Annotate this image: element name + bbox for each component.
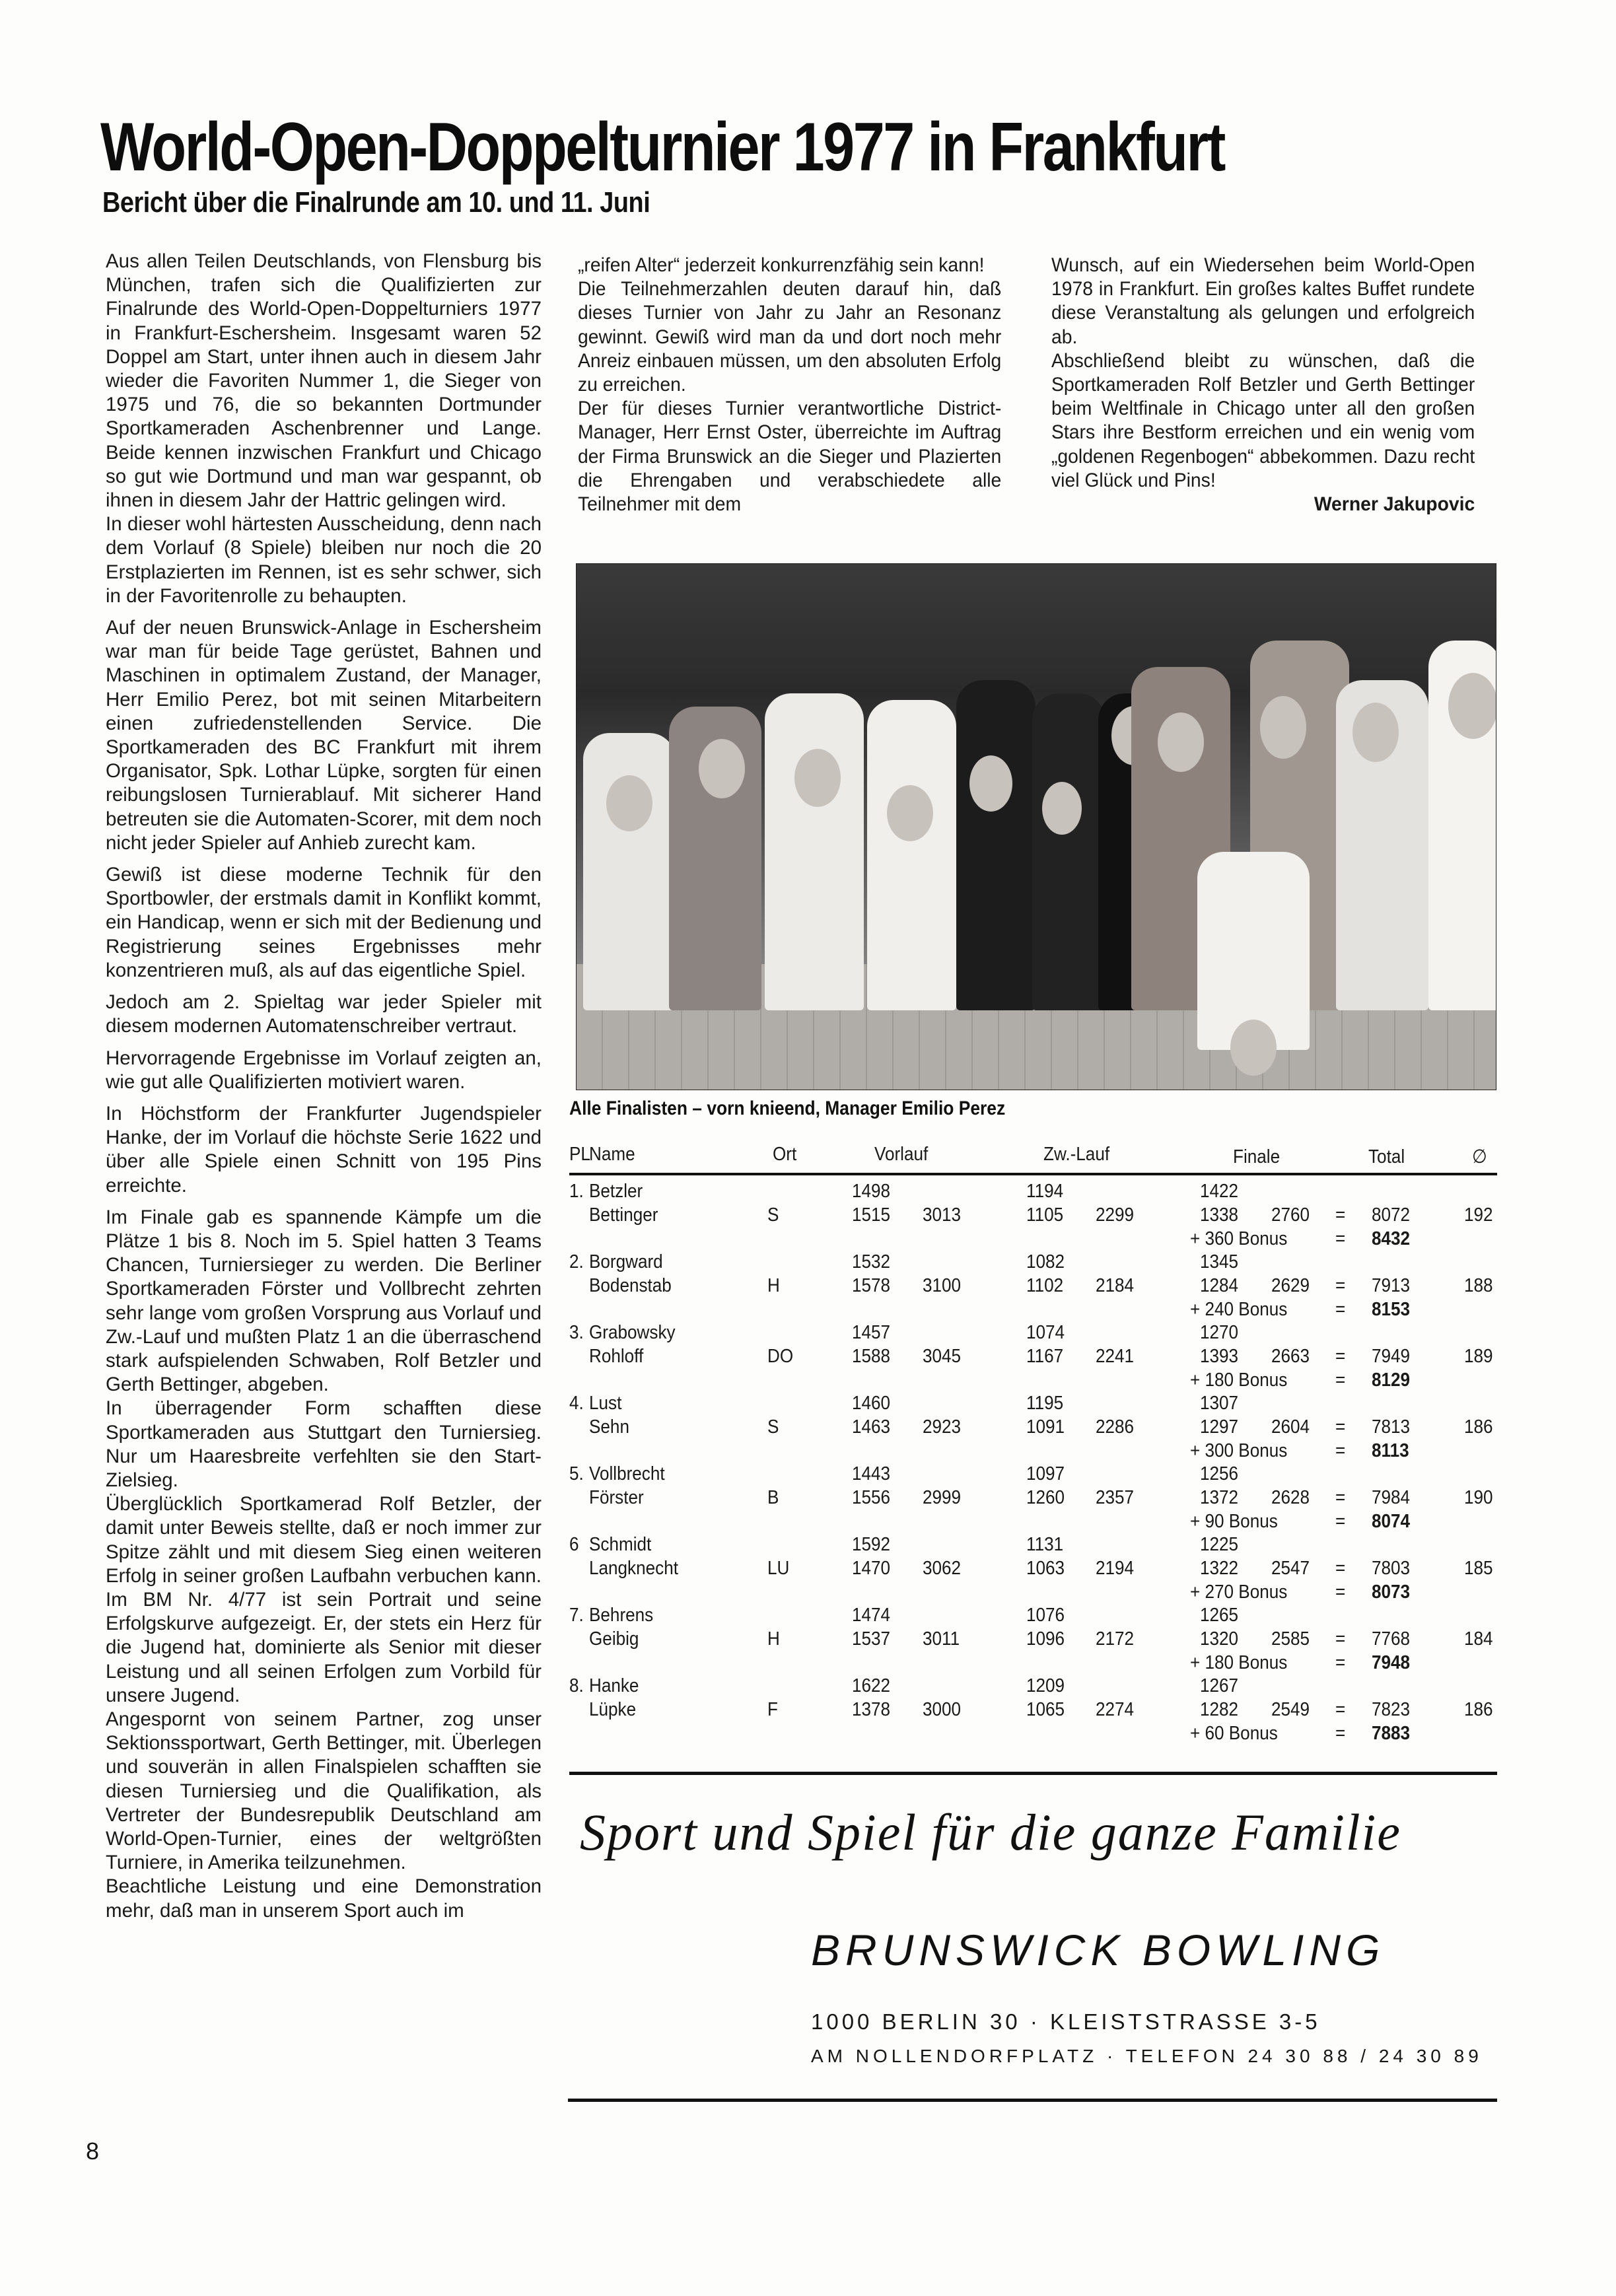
cell-total: 7984 — [1372, 1487, 1411, 1508]
cell-total: 7823 — [1372, 1699, 1411, 1720]
cell-vorlauf2: 1588 — [852, 1346, 891, 1367]
cell-bonus: + 180 Bonus — [1190, 1370, 1288, 1391]
cell-avg: 189 — [1464, 1346, 1493, 1367]
person-figure — [765, 693, 864, 1010]
cell-fin-sum: 2604 — [1271, 1416, 1310, 1438]
ad-slogan: Sport und Spiel für die ganze Familie — [580, 1803, 1401, 1861]
cell-zw-sum: 2286 — [1096, 1416, 1135, 1438]
cell-pl: 5. — [569, 1463, 584, 1484]
cell-pl: 7. — [569, 1605, 584, 1626]
cell-eq: = — [1335, 1275, 1346, 1296]
cell-zw-sum: 2184 — [1096, 1275, 1135, 1296]
table-row — [569, 1531, 1497, 1602]
cell-fin-sum: 2628 — [1271, 1487, 1310, 1508]
paragraph: Wunsch, auf ein Wiedersehen beim World-Open 1978 in Frankfurt. Ein großes kaltes Buffet rundete diese Veranstaltung als gelungen und erfolgreich ab. — [1051, 254, 1475, 348]
cell-pl: 4. — [569, 1393, 584, 1414]
cell-avg: 184 — [1464, 1628, 1493, 1650]
cell-total: 7803 — [1372, 1558, 1411, 1579]
cell-vorlauf-sum: 2923 — [923, 1416, 962, 1438]
cell-name2: Förster — [589, 1487, 644, 1508]
cell-fin-sum: 2547 — [1271, 1558, 1310, 1579]
table-body — [569, 1175, 1497, 1743]
cell-zw1: 1194 — [1026, 1181, 1064, 1202]
cell-zw-sum: 2299 — [1096, 1204, 1135, 1226]
table-row — [569, 1461, 1497, 1531]
person-figure — [867, 700, 956, 1010]
cell-vorlauf2: 1470 — [852, 1558, 891, 1579]
cell-fin1: 1270 — [1200, 1322, 1239, 1343]
ad-bottom-rule — [568, 2099, 1497, 2102]
cell-eq: = — [1335, 1370, 1346, 1391]
cell-grand-total: 8129 — [1372, 1370, 1411, 1391]
header-finale: Finale — [1233, 1146, 1281, 1167]
cell-zw2: 1091 — [1026, 1416, 1065, 1438]
cell-name1: Behrens — [589, 1605, 654, 1626]
person-head — [606, 775, 652, 831]
cell-vorlauf1: 1460 — [852, 1393, 891, 1414]
cell-bonus: + 300 Bonus — [1190, 1440, 1288, 1461]
person-head — [1353, 703, 1399, 762]
cell-fin1: 1256 — [1200, 1463, 1239, 1484]
cell-ort: B — [767, 1487, 779, 1508]
table-row — [569, 1602, 1497, 1673]
paragraph: Im Finale gab es spannende Kämpfe um die Plätze 1 bis 8. Noch im 5. Spiel hatten 3 Teams Chancen, Turniersieger zu werden. Die Berliner Sportkameraden Förster und Vollbrecht zehrten sehr lange vom großen Vorsprung aus Vorlauf und Zw.-Lauf und mußten Platz 1 an die überraschend stark aufspielenden Schwaben, Rolf Betzler und Gerth Bettinger, abgeben. — [106, 1206, 542, 1396]
cell-avg: 190 — [1464, 1487, 1493, 1508]
cell-zw-sum: 2172 — [1096, 1628, 1135, 1650]
header-name: Name — [589, 1144, 635, 1165]
header-average: ∅ — [1472, 1146, 1487, 1167]
paragraph: Auf der neuen Brunswick-Anlage in Eschersheim war man für beide Tage gerüstet, Bahnen und Maschinen in optimalem Zustand, der Manager, Herr Emilio Perez, bot mit seinen Mitarbeitern einen zufriedenstellenden Service. Die Sportkameraden des BC Frankfurt mit ihrem Organisator, Spk. Lothar Lüpke, sorgten für einen reibungslosen Turnierablauf. Mit sicherer Hand betreuten sie die Automaten-Scorer, mit dem noch nicht jeder Spieler auf Anhieb zurecht kam. — [106, 617, 542, 854]
paragraph: Überglücklich Sportkamerad Rolf Betzler, der damit unter Beweis stellte, daß er noch immer zur Spitze zählt und mit diesem Sieg einen weiteren Erfolg in seiner großen Laufbahn verbuchen kann. Im BM Nr. 4/77 ist sein Portrait und seine Erfolgskurve aufgezeigt. Er, der stets ein Herz für die Jugend hat, dominierte als Senior mit dieser Leistung und all seinen Erfolgen zum Vorbild für unsere Jugend. — [106, 1493, 542, 1706]
cell-ort: S — [767, 1416, 779, 1438]
cell-grand-total: 8113 — [1372, 1440, 1409, 1461]
table-header — [569, 1142, 1497, 1175]
ad-brand: BRUNSWICK BOWLING — [811, 1926, 1386, 1974]
article-column-2 — [578, 254, 1001, 516]
cell-pl: 8. — [569, 1675, 584, 1696]
cell-name1: Borgward — [589, 1251, 663, 1272]
cell-name2: Bodenstab — [589, 1275, 672, 1296]
group-photo — [576, 563, 1496, 1090]
cell-total: 7768 — [1372, 1628, 1411, 1650]
paragraph: Die Teilnehmerzahlen deuten darauf hin, daß dieses Turnier von Jahr zu Jahr an Resonanz gewinnt. Gewiß wird man da und dort noch mehr Anreiz einbauen müssen, um den absoluten Erfolg zu erreichen. — [578, 278, 1002, 396]
cell-ort: DO — [767, 1346, 794, 1367]
cell-eq: = — [1335, 1440, 1346, 1461]
cell-name1: Hanke — [589, 1675, 639, 1696]
cell-vorlauf-sum: 3013 — [923, 1204, 962, 1226]
paragraph: In Höchstform der Frankfurter Jugendspieler Hanke, der im Vorlauf die höchste Serie 1622 und über alle Spiele einen Schnitt von 195 Pins erreichte. — [106, 1102, 542, 1197]
cell-zw1: 1074 — [1026, 1322, 1065, 1343]
article-title: World-Open-Doppelturnier 1977 in Frankfurt — [100, 109, 1224, 186]
article-author: Werner Jakupovic — [1314, 493, 1475, 516]
cell-vorlauf1: 1457 — [852, 1322, 891, 1343]
cell-zw1: 1131 — [1026, 1534, 1064, 1555]
cell-name2: Lüpke — [589, 1699, 637, 1720]
cell-vorlauf1: 1443 — [852, 1463, 891, 1484]
cell-fin1: 1265 — [1200, 1605, 1239, 1626]
cell-zw2: 1063 — [1026, 1558, 1065, 1579]
cell-pl: 1. — [569, 1181, 584, 1202]
cell-bonus: + 60 Bonus — [1190, 1723, 1278, 1744]
cell-name2: Sehn — [589, 1416, 629, 1438]
cell-fin2: 1338 — [1200, 1204, 1239, 1226]
cell-grand-total: 8432 — [1372, 1228, 1411, 1249]
cell-zw-sum: 2274 — [1096, 1699, 1135, 1720]
cell-vorlauf-sum: 3062 — [923, 1558, 962, 1579]
cell-name1: Vollbrecht — [589, 1463, 665, 1484]
header-pl: PL — [569, 1144, 590, 1165]
cell-fin1: 1225 — [1200, 1534, 1239, 1555]
cell-ort: S — [767, 1204, 779, 1226]
cell-vorlauf2: 1463 — [852, 1416, 891, 1438]
cell-vorlauf2: 1556 — [852, 1487, 891, 1508]
cell-vorlauf1: 1532 — [852, 1251, 891, 1272]
cell-vorlauf1: 1474 — [852, 1605, 891, 1626]
cell-fin2: 1297 — [1200, 1416, 1239, 1438]
cell-fin-sum: 2549 — [1271, 1699, 1310, 1720]
paragraph: Der für dieses Turnier verantwortliche District-Manager, Herr Ernst Oster, überreichte im Auftrag der Firma Brunswick an die Sieger und Plazierten die Ehrengaben und verabschiedete alle Teilnehmer mit dem — [578, 398, 1002, 516]
cell-fin2: 1393 — [1200, 1346, 1239, 1367]
cell-avg: 186 — [1464, 1416, 1493, 1438]
cell-zw2: 1167 — [1026, 1346, 1064, 1367]
cell-avg: 185 — [1464, 1558, 1493, 1579]
paragraph: Gewiß ist diese moderne Technik für den Sportbowler, der erstmals damit in Konflikt kommt, ein Handicap, wenn er sich mit der Bedienung und Registrierung seines Ergebnisses mehr konzentrieren muß, als auf das eigentliche Spiel. — [106, 864, 542, 981]
photo-caption: Alle Finalisten – vorn knieend, Manager Emilio Perez — [569, 1097, 1006, 1119]
cell-zw1: 1209 — [1026, 1675, 1065, 1696]
cell-vorlauf2: 1537 — [852, 1628, 891, 1650]
cell-name2: Geibig — [589, 1628, 639, 1650]
cell-eq: = — [1335, 1511, 1346, 1532]
cell-fin2: 1372 — [1200, 1487, 1239, 1508]
cell-vorlauf2: 1515 — [852, 1204, 891, 1226]
cell-eq: = — [1335, 1416, 1346, 1438]
person-head — [1260, 696, 1306, 759]
article-subtitle: Bericht über die Finalrunde am 10. und 11. Juni — [102, 186, 650, 219]
cell-zw2: 1105 — [1026, 1204, 1064, 1226]
cell-vorlauf1: 1592 — [852, 1534, 891, 1555]
cell-zw2: 1096 — [1026, 1628, 1065, 1650]
paragraph: „reifen Alter“ jederzeit konkurrenzfähig sein kann! — [578, 254, 985, 276]
cell-eq: = — [1335, 1204, 1346, 1226]
paragraph: Hervorragende Ergebnisse im Vorlauf zeigten an, wie gut alle Qualifizierten motiviert waren. — [106, 1047, 542, 1093]
cell-grand-total: 7883 — [1372, 1723, 1411, 1744]
paragraph: In überragender Form schafften diese Sportkameraden aus Stuttgart den Turniersieg. Nur um Haaresbreite verfehlten sie den Start-Zielsieg. — [106, 1397, 542, 1491]
cell-fin2: 1322 — [1200, 1558, 1239, 1579]
paragraph: Beachtliche Leistung und eine Demonstration mehr, daß man in unserem Sport auch im — [106, 1875, 542, 1922]
cell-zw-sum: 2241 — [1096, 1346, 1135, 1367]
ad-address-line-1: 1000 BERLIN 30 · KLEISTSTRASSE 3-5 — [811, 2009, 1321, 2034]
cell-bonus: + 240 Bonus — [1190, 1299, 1288, 1320]
cell-fin-sum: 2629 — [1271, 1275, 1310, 1296]
results-table — [569, 1142, 1497, 1743]
table-row — [569, 1673, 1497, 1743]
cell-fin1: 1267 — [1200, 1675, 1239, 1696]
cell-vorlauf-sum: 3045 — [923, 1346, 962, 1367]
cell-fin2: 1282 — [1200, 1699, 1239, 1720]
cell-ort: H — [767, 1628, 780, 1650]
cell-bonus: + 180 Bonus — [1190, 1652, 1288, 1673]
cell-fin-sum: 2585 — [1271, 1628, 1310, 1650]
person-head — [887, 785, 933, 841]
table-row — [569, 1178, 1497, 1249]
cell-avg: 186 — [1464, 1699, 1493, 1720]
cell-vorlauf-sum: 3000 — [923, 1699, 962, 1720]
cell-eq: = — [1335, 1723, 1346, 1744]
cell-grand-total: 8153 — [1372, 1299, 1411, 1320]
cell-total: 7813 — [1372, 1416, 1411, 1438]
cell-zw-sum: 2194 — [1096, 1558, 1135, 1579]
person-head — [969, 755, 1012, 812]
cell-eq: = — [1335, 1652, 1346, 1673]
paragraph: Angespornt von seinem Partner, zog unser Sektionssportwart, Gerth Bettinger, mit. Überlegen und souverän in allen Finalspielen schafften sie diesen Turniersieg und die Qualifikation, als Vertreter der Bundesrepublik Deutschland am World-Open-Turnier, eines der weltgrößten Turniere, in Amerika teilzunehmen. — [106, 1708, 542, 1874]
person-head — [1158, 713, 1204, 772]
cell-zw-sum: 2357 — [1096, 1487, 1135, 1508]
cell-vorlauf2: 1378 — [852, 1699, 891, 1720]
table-row — [569, 1249, 1497, 1319]
table-row — [569, 1390, 1497, 1461]
person-head — [1448, 673, 1496, 739]
cell-vorlauf2: 1578 — [852, 1275, 891, 1296]
cell-zw1: 1195 — [1026, 1393, 1064, 1414]
cell-ort: H — [767, 1275, 780, 1296]
cell-grand-total: 8074 — [1372, 1511, 1411, 1532]
cell-fin1: 1345 — [1200, 1251, 1239, 1272]
cell-pl: 6 — [569, 1534, 579, 1555]
person-figure — [1032, 693, 1105, 1010]
cell-eq: = — [1335, 1628, 1346, 1650]
cell-zw2: 1065 — [1026, 1699, 1065, 1720]
cell-total: 7913 — [1372, 1275, 1411, 1296]
cell-pl: 2. — [569, 1251, 584, 1272]
cell-ort: LU — [767, 1558, 790, 1579]
cell-fin2: 1320 — [1200, 1628, 1239, 1650]
person-head — [1230, 1020, 1277, 1076]
cell-eq: = — [1335, 1346, 1346, 1367]
header-vorlauf: Vorlauf — [874, 1144, 929, 1165]
article-column-1 — [106, 250, 542, 1923]
cell-zw2: 1102 — [1026, 1275, 1064, 1296]
cell-ort: F — [767, 1699, 778, 1720]
cell-bonus: + 90 Bonus — [1190, 1511, 1278, 1532]
cell-total: 7949 — [1372, 1346, 1411, 1367]
article-column-3 — [1051, 254, 1475, 516]
cell-fin1: 1307 — [1200, 1393, 1239, 1414]
paragraph: Abschließend bleibt zu wünschen, daß die Sportkameraden Rolf Betzler und Gerth Bettinger beim Weltfinale in Chicago unter all den großen Stars ihre Bestform erreichen und ein wenig vom „goldenen Regenbogen“ abbekommen. Dazu recht viel Glück und Pins! — [1051, 349, 1475, 491]
cell-vorlauf1: 1622 — [852, 1675, 891, 1696]
cell-eq: = — [1335, 1299, 1346, 1320]
cell-vorlauf-sum: 2999 — [923, 1487, 962, 1508]
cell-bonus: + 270 Bonus — [1190, 1582, 1288, 1603]
cell-name1: Betzler — [589, 1181, 643, 1202]
paragraph: In dieser wohl härtesten Ausscheidung, denn nach dem Vorlauf (8 Spiele) bleiben nur noch die 20 Erstplazierten im Rennen, ist es sehr schwer, sich in der Favoritenrolle zu behaupten. — [106, 513, 542, 607]
cell-fin1: 1422 — [1200, 1181, 1239, 1202]
cell-eq: = — [1335, 1228, 1346, 1249]
cell-total: 8072 — [1372, 1204, 1411, 1226]
person-head — [699, 739, 745, 798]
cell-name1: Grabowsky — [589, 1322, 676, 1343]
cell-avg: 192 — [1464, 1204, 1493, 1226]
cell-grand-total: 7948 — [1372, 1652, 1411, 1673]
cell-eq: = — [1335, 1558, 1346, 1579]
cell-pl: 3. — [569, 1322, 584, 1343]
cell-name1: Schmidt — [589, 1534, 652, 1555]
cell-name2: Rohloff — [589, 1346, 644, 1367]
person-head — [794, 749, 841, 807]
cell-name1: Lust — [589, 1393, 622, 1414]
cell-zw2: 1260 — [1026, 1487, 1065, 1508]
paragraph: Aus allen Teilen Deutschlands, von Flensburg bis München, trafen sich die Qualifizierten zur Finalrunde des World-Open-Doppelturniers 1977 in Frankfurt-Eschersheim. Insgesamt waren 52 Doppel am Start, unter ihnen auch in diesem Jahr wieder die Favoriten Nummer 1, die Sieger von 1975 und 76, die so bekannten Dortmunder Sportkameraden Aschenbrenner und Lange. Beide kennen inzwischen Frankfurt und Chicago so gut wie Dortmund und man war gespannt, ob ihnen in diesem Jahr der Hattric gelingen wird. — [106, 250, 542, 512]
ad-address-line-2: AM NOLLENDORFPLATZ · TELEFON 24 30 88 / 24 30 89 — [811, 2046, 1483, 2066]
cell-vorlauf1: 1498 — [852, 1181, 891, 1202]
cell-grand-total: 8073 — [1372, 1582, 1411, 1603]
page-number: 8 — [86, 2138, 100, 2165]
cell-fin-sum: 2760 — [1271, 1204, 1310, 1226]
cell-avg: 188 — [1464, 1275, 1493, 1296]
header-zwlauf: Zw.-Lauf — [1043, 1144, 1110, 1165]
paragraph: Jedoch am 2. Spieltag war jeder Spieler mit diesem modernen Automatenschreiber vertraut. — [106, 991, 542, 1037]
cell-zw1: 1076 — [1026, 1605, 1065, 1626]
cell-name2: Bettinger — [589, 1204, 658, 1226]
table-row — [569, 1319, 1497, 1390]
person-head — [1042, 782, 1082, 835]
cell-eq: = — [1335, 1699, 1346, 1720]
cell-bonus: + 360 Bonus — [1190, 1228, 1288, 1249]
cell-vorlauf-sum: 3100 — [923, 1275, 962, 1296]
cell-zw1: 1097 — [1026, 1463, 1065, 1484]
cell-vorlauf-sum: 3011 — [923, 1628, 960, 1650]
person-figure — [956, 680, 1036, 1010]
cell-eq: = — [1335, 1487, 1346, 1508]
cell-eq: = — [1335, 1582, 1346, 1603]
person-figure — [583, 733, 676, 1010]
table-bottom-rule — [569, 1772, 1497, 1775]
cell-name2: Langknecht — [589, 1558, 678, 1579]
header-total: Total — [1368, 1146, 1405, 1167]
cell-zw1: 1082 — [1026, 1251, 1065, 1272]
cell-fin2: 1284 — [1200, 1275, 1239, 1296]
cell-fin-sum: 2663 — [1271, 1346, 1310, 1367]
header-ort: Ort — [773, 1144, 797, 1165]
